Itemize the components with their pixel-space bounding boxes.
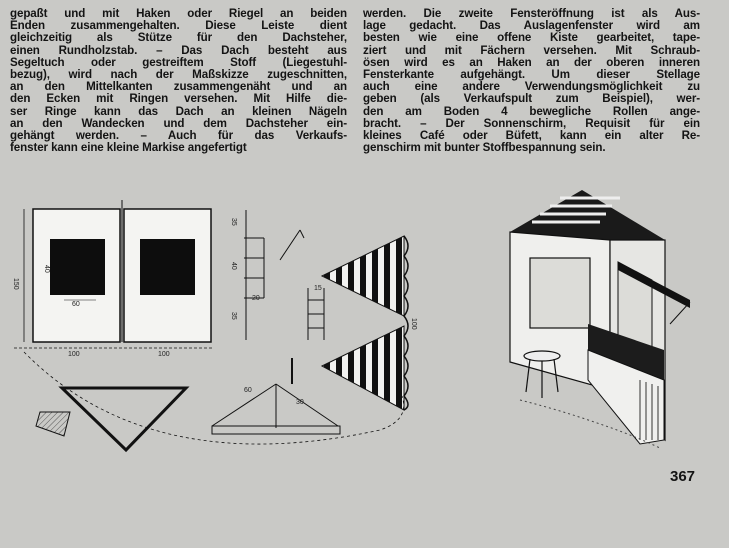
dim-60-stand-label: 60 — [244, 387, 252, 394]
text-line: gepaßt und mit Haken oder Riegel an beiden — [10, 7, 347, 20]
dim-30-stand-label: 30 — [296, 399, 304, 406]
text-line: ösen wird es an Haken an der oberen inneren — [363, 55, 700, 69]
text-line: gleichzeitig als Stütze für den Dachsteher, — [10, 31, 347, 45]
text-line: Segeltuch oder gestreiftem Stoff (Liegestuhl- — [10, 55, 347, 69]
text-line: gehängt werden. – Auch für das Verkaufs- — [10, 129, 347, 143]
dim-35-bottom-label: 35 — [230, 312, 237, 320]
text-line: auch eine andere Verwendungsmöglichkeit zu — [363, 80, 700, 94]
text-line: an den Wandecken und dem Dachsteher ein- — [10, 116, 347, 130]
dim-15-label: 15 — [314, 285, 322, 292]
text-line: Enden zusammengehalten. Diese Leiste dient — [10, 19, 347, 33]
wall-panels — [12, 200, 212, 358]
text-line: fenster kann eine kleine Markise angefertigt — [10, 141, 247, 155]
roof-triangle-lower — [322, 326, 404, 410]
dim-panel-width-right: 100 — [158, 351, 170, 358]
text-line: an den Mittelkanten zusammengenäht und an — [10, 80, 347, 94]
roof-triangle-upper — [322, 236, 404, 316]
dim-window-width-label: 60 — [72, 301, 80, 308]
kiosk-illustration — [510, 190, 690, 448]
text-line: besten wie eine offene Kiste gearbeitet, tape- — [363, 31, 700, 45]
text-line: den Ecken mit Ringen versehen. Mit Hilfe die- — [10, 92, 347, 106]
text-line: geben (als Verkaufspult zum Beispiel), wer- — [363, 92, 700, 106]
shelf-section — [244, 210, 324, 340]
text-line: bezug), wird nach der Maßskizze zugeschnitten, — [10, 68, 347, 82]
dim-100-right-label: 100 — [410, 318, 417, 330]
text-line: ser Ringe kann das Dach an kleinen Nägeln — [10, 104, 347, 118]
text-line: einen Rundholzstab. – Das Dach besteht aus — [10, 43, 347, 57]
dim-35-top-label: 35 — [230, 218, 237, 226]
text-line: ziert und mit Fächern versehen. Mit Schraub- — [363, 43, 700, 57]
dim-20-label: 20 — [252, 295, 260, 302]
text-line: werden. Die zweite Fensteröffnung ist als Aus- — [363, 7, 700, 20]
text-line: bracht. – Der Sonnenschirm, Requisit für ein — [363, 116, 700, 130]
dim-panel-width-left: 100 — [68, 351, 80, 358]
text-line: genschirm mit bunter Stoffbespannung sein. — [363, 141, 606, 155]
dim-height-label: 150 — [12, 278, 19, 290]
text-line: kleines Café oder Büfett, kann ein alter Re- — [363, 129, 700, 143]
text-line: lage gedacht. Das Auslagenfenster wird am — [363, 19, 700, 33]
dim-40-label: 40 — [230, 262, 237, 270]
dim-window-height-label: 40 — [43, 265, 50, 273]
text-line: den am Boden 4 bewegliche Rollen ange- — [363, 104, 700, 118]
window-opening-right — [140, 239, 195, 295]
page-number: 367 — [670, 468, 696, 485]
window-opening-left — [50, 239, 105, 295]
text-line: Fensterkante aufgehängt. Um dieser Stellage — [363, 68, 700, 82]
roof-triangles — [322, 236, 408, 410]
